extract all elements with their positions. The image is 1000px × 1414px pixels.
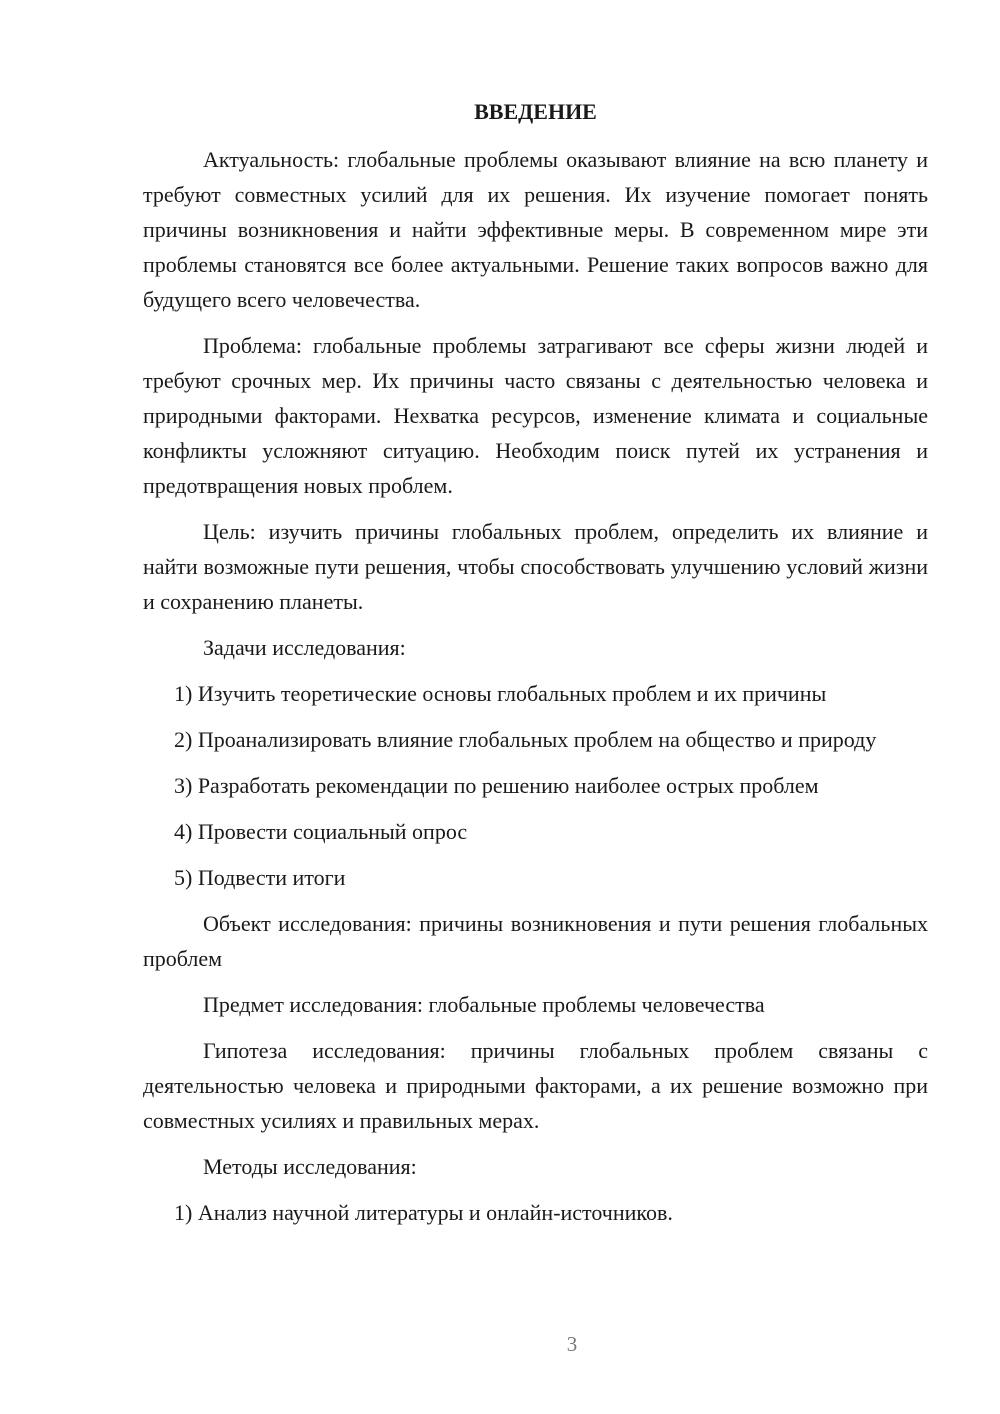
section-heading: ВВЕДЕНИЕ xyxy=(474,99,597,124)
paragraph-object: Объект исследования: причины возникновения и пути решения глобальных проблем xyxy=(143,911,928,971)
task-item-3: 3) Разработать рекомендации по решению наиболее острых проблем xyxy=(174,773,819,798)
task-item-4: 4) Провести социальный опрос xyxy=(174,819,468,844)
tasks-title: Задачи исследования: xyxy=(203,635,406,660)
method-item-1: 1) Анализ научной литературы и онлайн-источников. xyxy=(174,1200,673,1225)
paragraph-goal: Цель: изучить причины глобальных проблем, определить их влияние и найти возможные пути решения, чтобы способствовать улучшению условий жизни и сохранению планеты. xyxy=(143,519,928,614)
task-item-5: 5) Подвести итоги xyxy=(174,865,346,890)
paragraph-hypothesis: Гипотеза исследования: причины глобальных проблем связаны с деятельностью человека и природными факторами, а их решение возможно при совместных усилиях и правильных мерах. xyxy=(143,1038,928,1133)
task-item-2: 2) Проанализировать влияние глобальных проблем на общество и природу xyxy=(174,727,877,752)
paragraph-subject: Предмет исследования: глобальные проблемы человечества xyxy=(203,992,765,1017)
paragraph-problem: Проблема: глобальные проблемы затрагивают все сферы жизни людей и требуют срочных мер. Их причины часто связаны с деятельностью человека и природными факторами. Нехватка ресурсов, изменение климата и социальные конфликты усложняют ситуацию. Необходим поиск путей их устранения и предотвращения новых проблем. xyxy=(143,333,928,498)
page-number: 3 xyxy=(566,1332,578,1356)
paragraph-relevance: Актуальность: глобальные проблемы оказывают влияние на всю планету и требуют совместных усилий для их решения. Их изучение помогает понять причины возникновения и найти эффективные меры. В современном мире эти проблемы становятся все более актуальными. Решение таких вопросов важно для будущего всего человечества. xyxy=(143,147,928,312)
task-item-1: 1) Изучить теоретические основы глобальных проблем и их причины xyxy=(174,681,827,706)
methods-title: Методы исследования: xyxy=(203,1154,417,1179)
document-body xyxy=(143,94,928,1241)
